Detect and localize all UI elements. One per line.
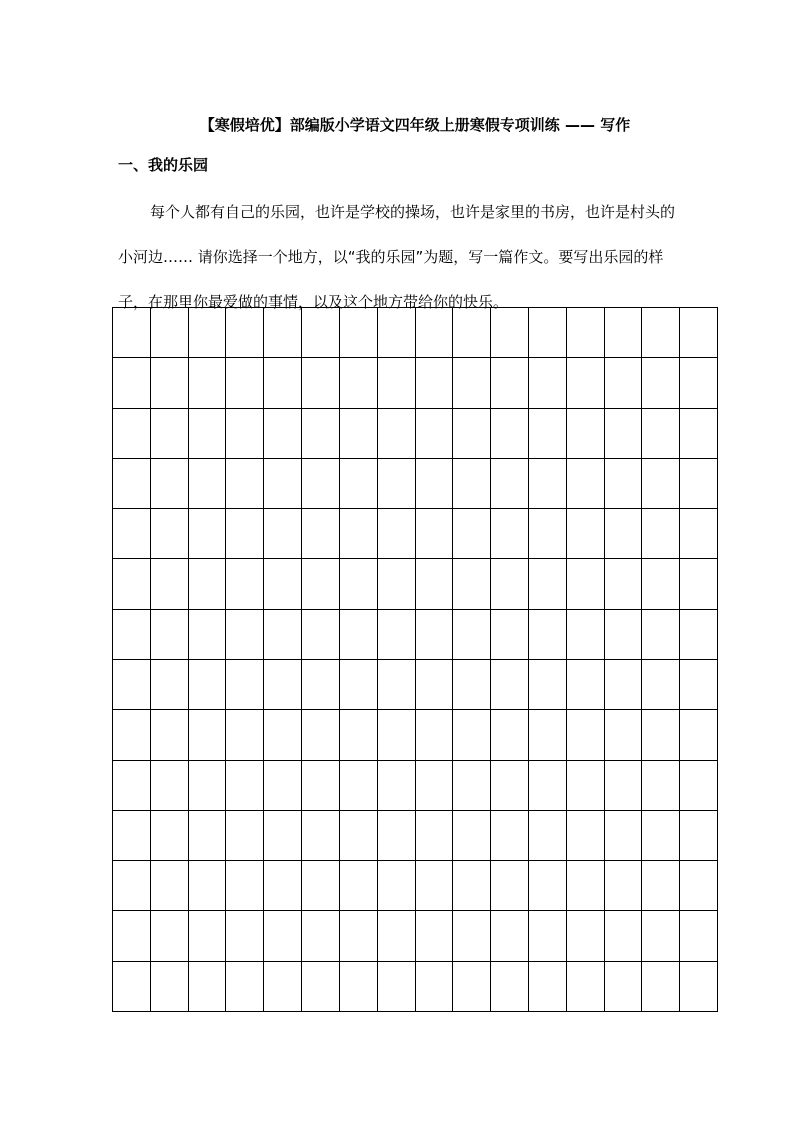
grid-cell [680, 660, 718, 710]
grid-cell [453, 710, 491, 760]
grid-cell [226, 710, 264, 760]
grid-cell [113, 710, 151, 760]
grid-cell [264, 861, 302, 911]
grid-cell [113, 459, 151, 509]
grid-cell [226, 509, 264, 559]
grid-cell [605, 559, 643, 609]
grid-cell [378, 509, 416, 559]
grid-cell [264, 409, 302, 459]
grid-cell [151, 660, 189, 710]
grid-cell [642, 409, 680, 459]
grid-cell [453, 660, 491, 710]
grid-cell [529, 660, 567, 710]
grid-cell [378, 610, 416, 660]
grid-cell [113, 610, 151, 660]
grid-cell [680, 409, 718, 459]
grid-cell [151, 861, 189, 911]
grid-cell [378, 911, 416, 961]
grid-cell [340, 610, 378, 660]
grid-cell [605, 308, 643, 358]
grid-cell [642, 761, 680, 811]
grid-cell [567, 660, 605, 710]
grid-cell [302, 710, 340, 760]
grid-cell [567, 911, 605, 961]
grid-cell [378, 811, 416, 861]
grid-cell [340, 811, 378, 861]
grid-cell [529, 308, 567, 358]
grid-cell [113, 861, 151, 911]
grid-cell [491, 761, 529, 811]
grid-cell [529, 962, 567, 1012]
grid-cell [416, 559, 454, 609]
grid-cell [680, 761, 718, 811]
grid-cell [453, 358, 491, 408]
grid-cell [680, 459, 718, 509]
grid-cell [302, 509, 340, 559]
grid-cell [189, 459, 227, 509]
grid-cell [151, 559, 189, 609]
grid-cell [453, 761, 491, 811]
grid-cell [529, 811, 567, 861]
grid-cell [642, 861, 680, 911]
grid-cell [226, 610, 264, 660]
grid-cell [264, 660, 302, 710]
grid-cell [113, 911, 151, 961]
grid-cell [491, 509, 529, 559]
grid-cell [680, 811, 718, 861]
grid-cell [226, 861, 264, 911]
grid-cell [491, 358, 529, 408]
grid-cell [340, 861, 378, 911]
grid-cell [491, 911, 529, 961]
grid-cell [113, 509, 151, 559]
grid-cell [151, 358, 189, 408]
grid-cell [642, 308, 680, 358]
grid-cell [453, 509, 491, 559]
grid-cell [151, 308, 189, 358]
grid-cell [680, 861, 718, 911]
grid-cell [680, 962, 718, 1012]
grid-cell [302, 761, 340, 811]
grid-cell [529, 610, 567, 660]
grid-cell [113, 559, 151, 609]
grid-cell [226, 358, 264, 408]
grid-cell [642, 911, 680, 961]
grid-cell [189, 308, 227, 358]
grid-cell [642, 710, 680, 760]
grid-cell [491, 409, 529, 459]
section-heading: 一、我的乐园 [118, 156, 209, 174]
grid-cell [340, 409, 378, 459]
grid-cell [416, 308, 454, 358]
grid-cell [378, 459, 416, 509]
grid-cell [491, 459, 529, 509]
grid-cell [453, 811, 491, 861]
grid-cell [113, 811, 151, 861]
grid-cell [378, 308, 416, 358]
grid-cell [302, 962, 340, 1012]
grid-cell [680, 358, 718, 408]
grid-cell [529, 358, 567, 408]
grid-cell [567, 610, 605, 660]
grid-cell [264, 308, 302, 358]
grid-cell [340, 509, 378, 559]
grid-cell [302, 459, 340, 509]
grid-cell [302, 559, 340, 609]
grid-cell [264, 459, 302, 509]
grid-cell [680, 509, 718, 559]
grid-cell [189, 710, 227, 760]
grid-cell [113, 761, 151, 811]
grid-cell [416, 761, 454, 811]
grid-cell [378, 861, 416, 911]
grid-cell [340, 911, 378, 961]
grid-cell [529, 509, 567, 559]
grid-cell [491, 962, 529, 1012]
grid-cell [151, 459, 189, 509]
grid-cell [151, 509, 189, 559]
grid-cell [302, 911, 340, 961]
grid-cell [491, 610, 529, 660]
grid-cell [302, 358, 340, 408]
grid-cell [378, 559, 416, 609]
grid-cell [189, 911, 227, 961]
grid-cell [529, 710, 567, 760]
grid-cell [453, 911, 491, 961]
grid-cell [378, 962, 416, 1012]
grid-cell [416, 509, 454, 559]
page-title: 【寒假培优】部编版小学语文四年级上册寒假专项训练 —— 写作 [199, 116, 631, 134]
grid-cell [264, 509, 302, 559]
grid-cell [340, 559, 378, 609]
grid-cell [378, 710, 416, 760]
grid-cell [340, 459, 378, 509]
grid-cell [567, 509, 605, 559]
grid-cell [491, 861, 529, 911]
grid-cell [605, 409, 643, 459]
grid-cell [189, 409, 227, 459]
grid-cell [529, 409, 567, 459]
grid-cell [491, 308, 529, 358]
grid-cell [642, 962, 680, 1012]
grid-cell [453, 308, 491, 358]
grid-cell [113, 409, 151, 459]
grid-cell [605, 459, 643, 509]
grid-cell [189, 559, 227, 609]
grid-cell [151, 610, 189, 660]
grid-cell [416, 610, 454, 660]
grid-cell [642, 811, 680, 861]
grid-cell [264, 710, 302, 760]
grid-cell [453, 861, 491, 911]
grid-cell [340, 358, 378, 408]
grid-cell [226, 308, 264, 358]
grid-cell [605, 509, 643, 559]
grid-cell [302, 660, 340, 710]
grid-cell [680, 308, 718, 358]
grid-cell [264, 559, 302, 609]
grid-cell [378, 761, 416, 811]
grid-cell [113, 660, 151, 710]
grid-cell [340, 710, 378, 760]
grid-cell [416, 911, 454, 961]
grid-cell [226, 660, 264, 710]
grid-cell [264, 911, 302, 961]
grid-cell [453, 610, 491, 660]
grid-cell [416, 459, 454, 509]
grid-cell [567, 861, 605, 911]
grid-cell [378, 660, 416, 710]
grid-cell [416, 358, 454, 408]
grid-cell [567, 409, 605, 459]
grid-cell [378, 358, 416, 408]
grid-cell [491, 559, 529, 609]
grid-cell [567, 761, 605, 811]
grid-cell [416, 660, 454, 710]
grid-cell [302, 409, 340, 459]
grid-cell [226, 962, 264, 1012]
grid-cell [680, 911, 718, 961]
grid-cell [453, 409, 491, 459]
grid-cell [151, 761, 189, 811]
grid-cell [226, 459, 264, 509]
grid-cell [189, 761, 227, 811]
grid-cell [151, 811, 189, 861]
grid-cell [226, 409, 264, 459]
grid-cell [416, 811, 454, 861]
grid-cell [151, 409, 189, 459]
grid-cell [151, 962, 189, 1012]
grid-cell [529, 861, 567, 911]
grid-cell [567, 811, 605, 861]
grid-cell [491, 710, 529, 760]
grid-cell [529, 911, 567, 961]
grid-cell [113, 308, 151, 358]
grid-cell [113, 962, 151, 1012]
grid-cell [264, 811, 302, 861]
grid-cell [529, 459, 567, 509]
grid-cell [567, 962, 605, 1012]
grid-cell [226, 811, 264, 861]
grid-cell [416, 710, 454, 760]
grid-cell [189, 509, 227, 559]
grid-cell [605, 358, 643, 408]
grid-cell [567, 559, 605, 609]
grid-cell [189, 660, 227, 710]
grid-cell [302, 811, 340, 861]
grid-cell [189, 861, 227, 911]
grid-cell [453, 459, 491, 509]
grid-cell [605, 660, 643, 710]
grid-cell [642, 509, 680, 559]
grid-cell [189, 811, 227, 861]
grid-cell [302, 308, 340, 358]
grid-cell [642, 459, 680, 509]
grid-cell [226, 761, 264, 811]
grid-cell [151, 710, 189, 760]
grid-cell [605, 911, 643, 961]
grid-cell [340, 962, 378, 1012]
grid-cell [642, 358, 680, 408]
grid-cell [491, 811, 529, 861]
grid-cell [567, 308, 605, 358]
grid-cell [302, 610, 340, 660]
grid-cell [680, 559, 718, 609]
grid-cell [529, 761, 567, 811]
grid-cell [567, 459, 605, 509]
grid-cell [567, 710, 605, 760]
writing-grid [112, 307, 718, 1012]
grid-cell [529, 559, 567, 609]
grid-cell [264, 962, 302, 1012]
grid-cell [605, 610, 643, 660]
grid-cell [491, 660, 529, 710]
grid-cell [264, 610, 302, 660]
grid-cell [642, 660, 680, 710]
grid-cell [378, 409, 416, 459]
grid-cell [605, 861, 643, 911]
grid-cell [605, 811, 643, 861]
grid-cell [567, 358, 605, 408]
grid-cell [189, 358, 227, 408]
grid-cell [226, 911, 264, 961]
grid-cell [302, 861, 340, 911]
grid-cell [680, 610, 718, 660]
grid-cell [340, 308, 378, 358]
grid-cell [340, 761, 378, 811]
grid-cell [642, 559, 680, 609]
grid-cell [416, 409, 454, 459]
grid-cell [680, 710, 718, 760]
grid-cell [189, 962, 227, 1012]
grid-cell [642, 610, 680, 660]
grid-cell [226, 559, 264, 609]
grid-cell [416, 861, 454, 911]
grid-cell [264, 761, 302, 811]
grid-cell [189, 610, 227, 660]
grid-cell [605, 962, 643, 1012]
grid-cell [605, 761, 643, 811]
grid-cell [264, 358, 302, 408]
writing-prompt: 每个人都有自己的乐园，也许是学校的操场，也许是家里的书房，也许是村头的小河边…… 请你选择一个地方，以“我的乐园”为题，写一篇作文。要写出乐园的样子，在那里你最爱做的事情，以及这个地方带给你的快乐。 [118, 203, 676, 311]
grid-cell [453, 962, 491, 1012]
grid-cell [340, 660, 378, 710]
grid-cell [113, 358, 151, 408]
grid-cell [151, 911, 189, 961]
grid-cell [605, 710, 643, 760]
grid-cell [416, 962, 454, 1012]
grid-cell [453, 559, 491, 609]
